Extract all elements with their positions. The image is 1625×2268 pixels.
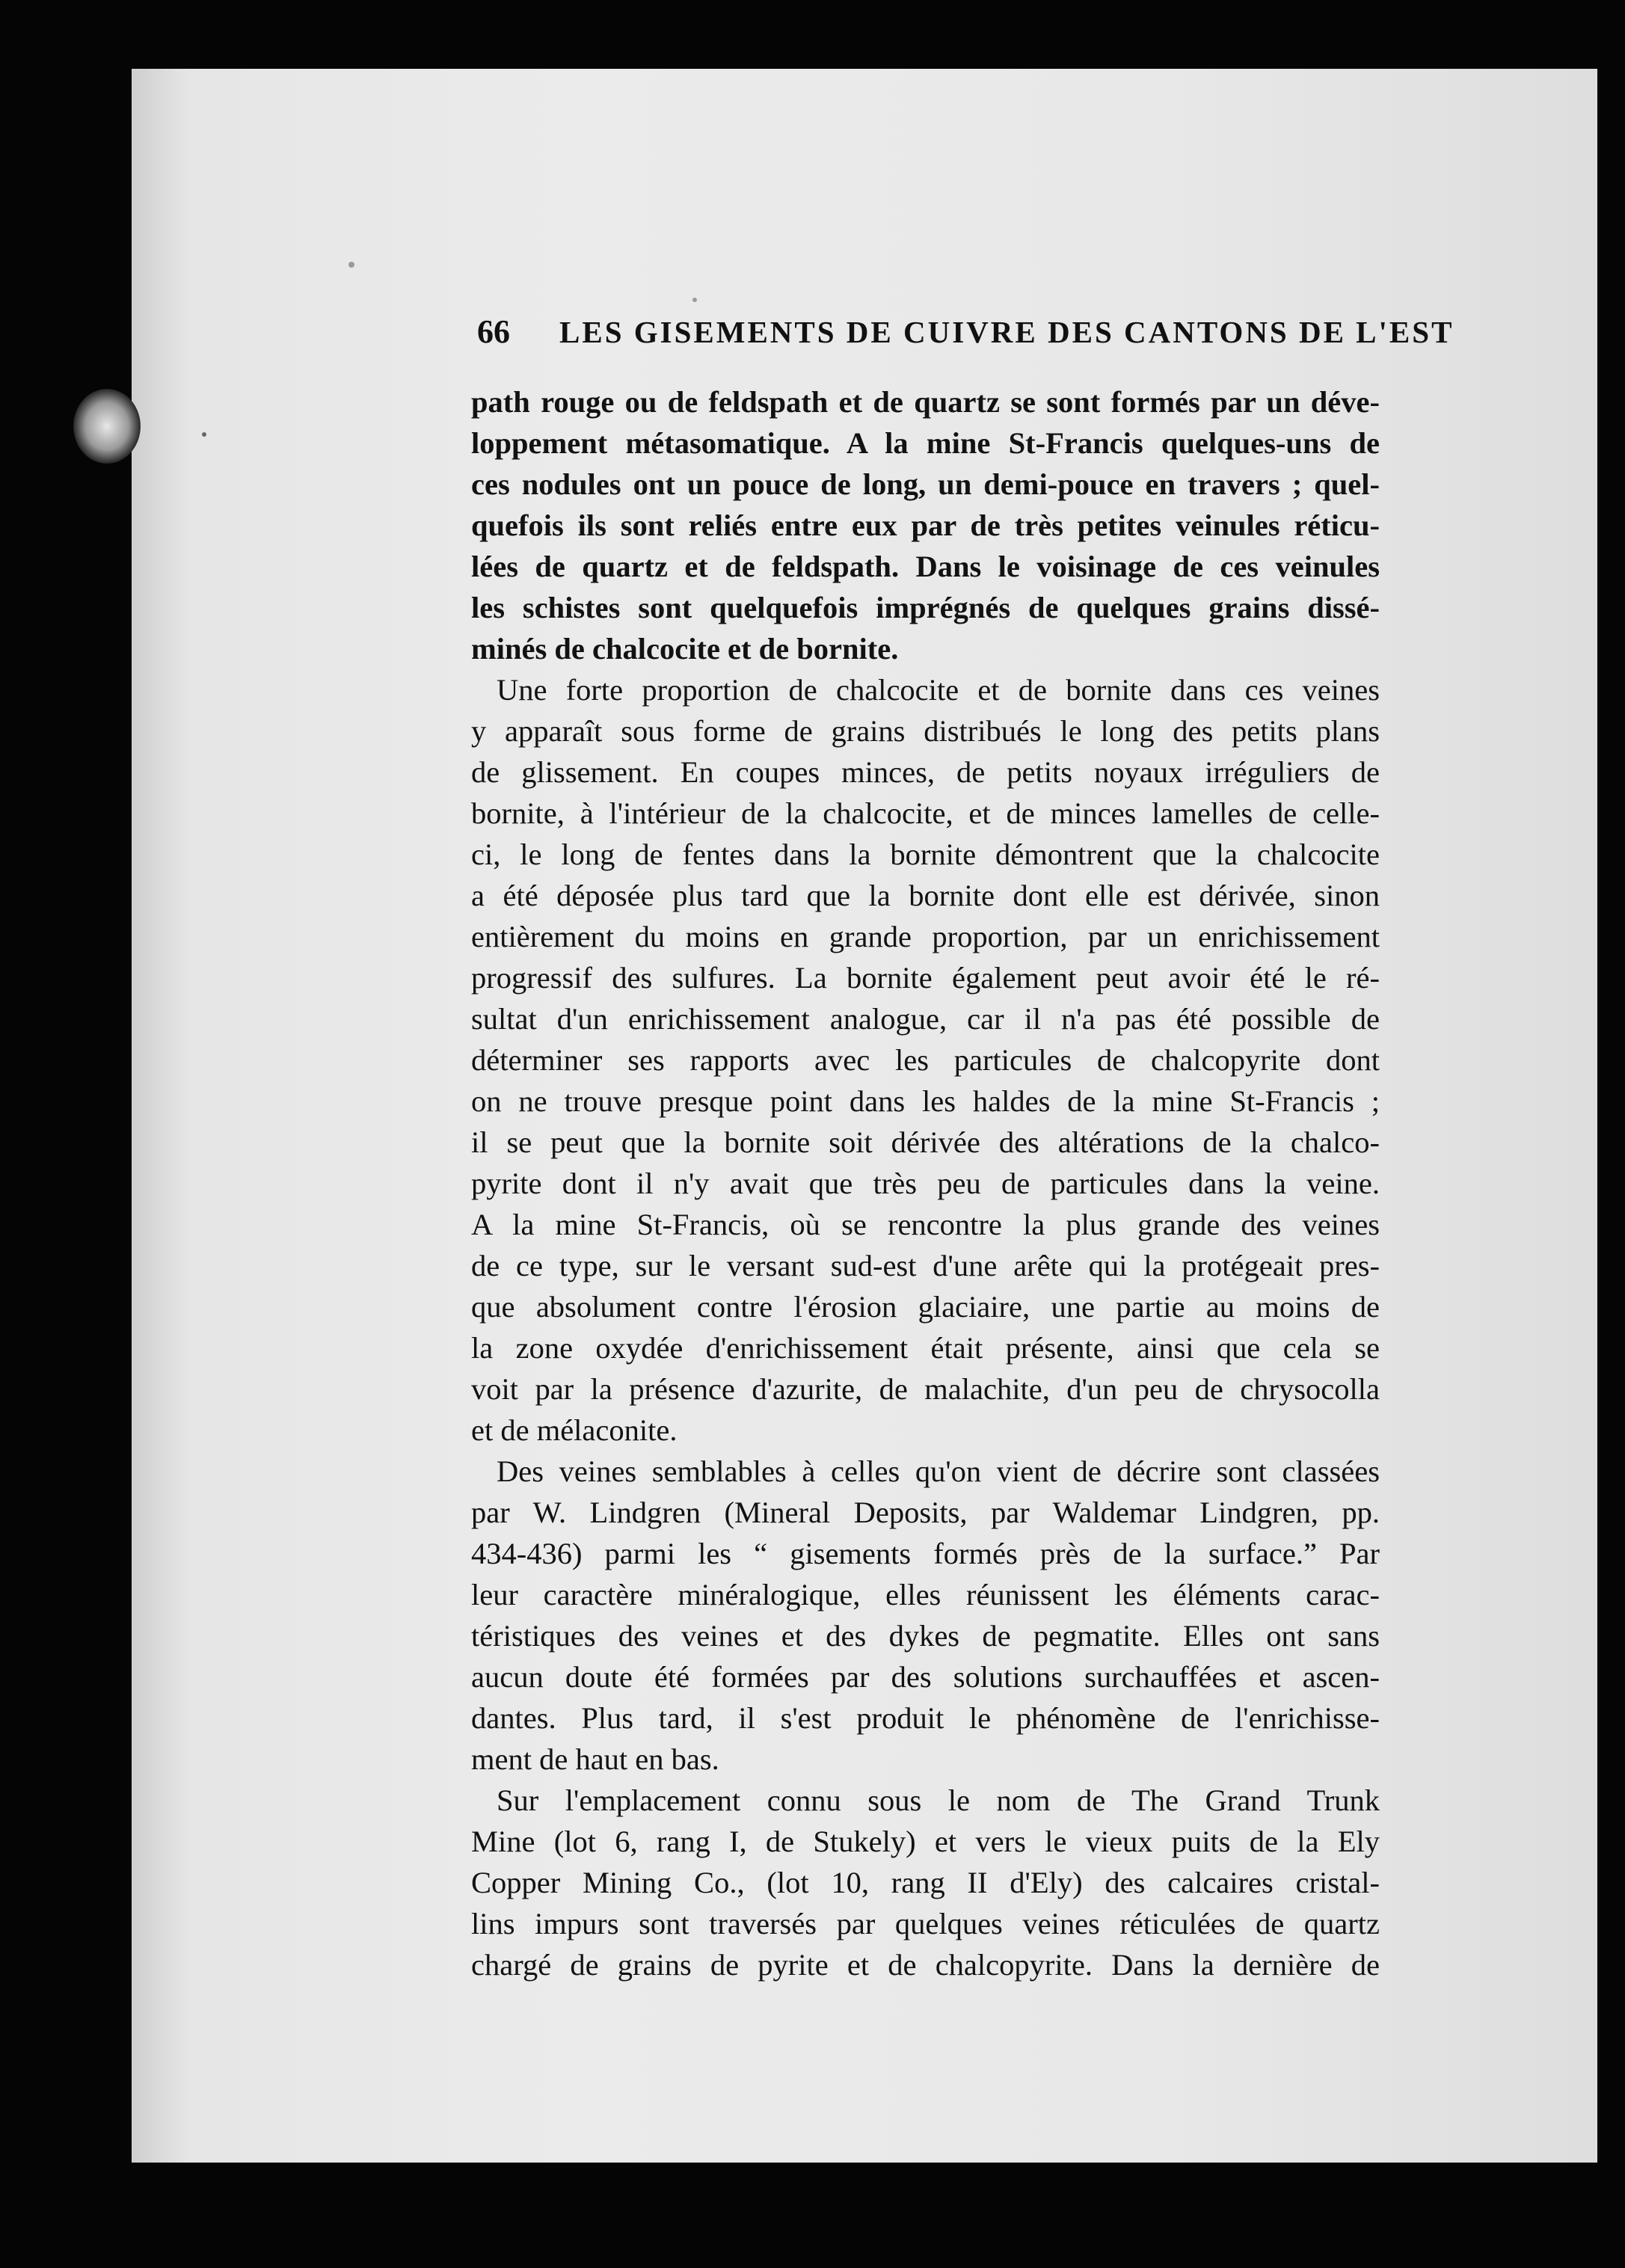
- text-line: Sur l'emplacement connu sous le nom de The Grand Trunk: [497, 1783, 1380, 1817]
- text-line: pyrite dont il n'y avait que très peu de particules dans la veine.: [471, 1167, 1380, 1200]
- text-line: déterminer ses rapports avec les particules de chalcopyrite dont: [471, 1043, 1380, 1077]
- page-number: 66: [477, 313, 510, 350]
- page-stain: [73, 389, 141, 464]
- text-line: de glissement. En coupes minces, de petits noyaux irréguliers de: [471, 755, 1380, 789]
- text-line: de ce type, sur le versant sud-est d'une arête qui la protégeait pres-: [471, 1249, 1380, 1282]
- text-line: ces nodules ont un pouce de long, un demi-pouce en travers ; quel-: [471, 467, 1380, 501]
- running-header: [477, 313, 1454, 351]
- text-line: dantes. Plus tard, il s'est produit le phénomène de l'enrichisse-: [471, 1701, 1380, 1735]
- text-line: lées de quartz et de feldspath. Dans le voisinage de ces veinules: [471, 550, 1380, 583]
- text-line: y apparaît sous forme de grains distribués le long des petits plans: [471, 714, 1380, 748]
- text-line: Des veines semblables à celles qu'on vient de décrire sont classées: [497, 1454, 1380, 1488]
- text-line: loppement métasomatique. A la mine St-Francis quelques-uns de: [471, 426, 1380, 460]
- text-line: 434-436) parmi les “ gisements formés près de la surface.” Par: [471, 1537, 1380, 1570]
- text-line: chargé de grains de pyrite et de chalcopyrite. Dans la dernière de: [471, 1948, 1380, 1982]
- speck: [348, 262, 354, 268]
- text-line: Une forte proportion de chalcocite et de bornite dans ces veines: [497, 673, 1380, 707]
- text-line: leur caractère minéralogique, elles réunissent les éléments carac-: [471, 1578, 1380, 1611]
- text-line: voit par la présence d'azurite, de malachite, d'un peu de chrysocolla: [471, 1372, 1380, 1406]
- text-line: sultat d'un enrichissement analogue, car il n'a pas été possible de: [471, 1002, 1380, 1036]
- text-line: entièrement du moins en grande proportion, par un enrichissement: [471, 920, 1380, 953]
- text-line: ci, le long de fentes dans la bornite démontrent que la chalcocite: [471, 838, 1380, 871]
- speck: [202, 432, 206, 437]
- speck: [692, 298, 697, 302]
- text-line: que absolument contre l'érosion glaciaire, une partie au moins de: [471, 1290, 1380, 1324]
- body-text: [471, 381, 1380, 1985]
- text-line: Copper Mining Co., (lot 10, rang II d'Ely) des calcaires cristal-: [471, 1866, 1380, 1899]
- text-line: a été déposée plus tard que la bornite dont elle est dérivée, sinon: [471, 879, 1380, 912]
- text-line: la zone oxydée d'enrichissement était présente, ainsi que cela se: [471, 1331, 1380, 1365]
- text-line: minés de chalcocite et de bornite.: [471, 632, 899, 666]
- text-line: Mine (lot 6, rang I, de Stukely) et vers le vieux puits de la Ely: [471, 1825, 1380, 1858]
- text-line: et de mélaconite.: [471, 1413, 678, 1447]
- text-line: ment de haut en bas.: [471, 1742, 719, 1776]
- text-line: bornite, à l'intérieur de la chalcocite, et de minces lamelles de celle-: [471, 796, 1380, 830]
- text-line: il se peut que la bornite soit dérivée des altérations de la chalco-: [471, 1125, 1380, 1159]
- text-line: progressif des sulfures. La bornite également peut avoir été le ré-: [471, 961, 1380, 995]
- text-line: on ne trouve presque point dans les haldes de la mine St-Francis ;: [471, 1084, 1380, 1118]
- text-line: A la mine St-Francis, où se rencontre la plus grande des veines: [471, 1208, 1380, 1241]
- text-line: lins impurs sont traversés par quelques veines réticulées de quartz: [471, 1907, 1380, 1940]
- text-line: les schistes sont quelquefois imprégnés de quelques grains dissé-: [471, 591, 1380, 624]
- text-line: aucun doute été formées par des solutions surchauffées et ascen-: [471, 1660, 1380, 1694]
- running-title: LES GISEMENTS DE CUIVRE DES CANTONS DE L'EST: [559, 315, 1454, 349]
- text-line: path rouge ou de feldspath et de quartz se sont formés par un déve-: [471, 385, 1380, 419]
- text-line: quefois ils sont reliés entre eux par de très petites veinules réticu-: [471, 508, 1380, 542]
- text-line: par W. Lindgren (Mineral Deposits, par Waldemar Lindgren, pp.: [471, 1496, 1380, 1529]
- text-line: téristiques des veines et des dykes de pegmatite. Elles ont sans: [471, 1619, 1380, 1653]
